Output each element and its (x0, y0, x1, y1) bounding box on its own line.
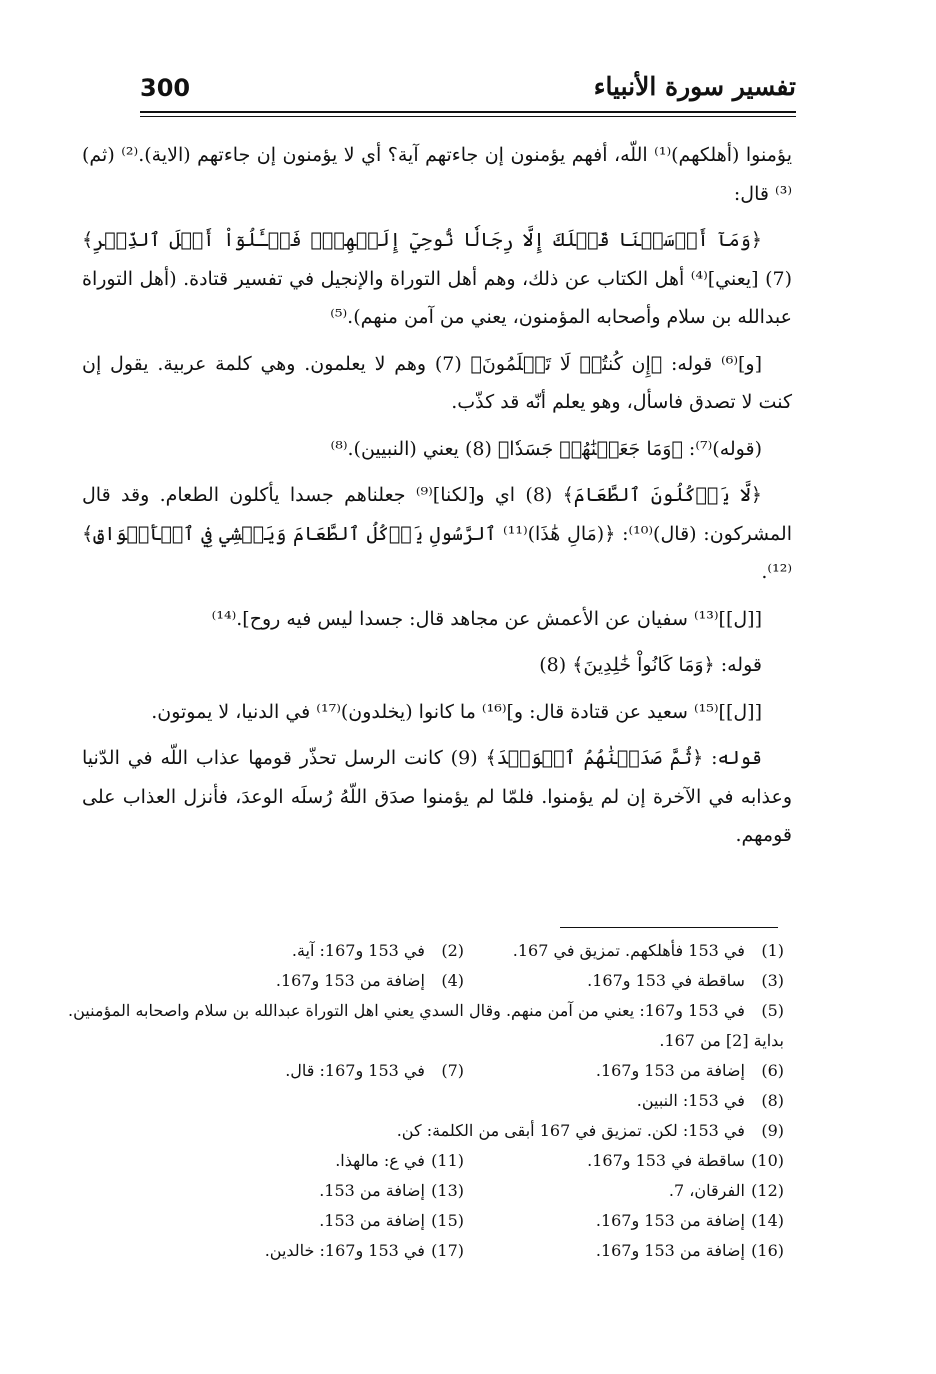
footnote-row (68, 1146, 784, 1176)
footnote-15 (144, 1206, 464, 1236)
footnote-row (68, 1086, 784, 1116)
paragraph-1: يؤمنوا (أهلكهم)⁽¹⁾ اللّه، أفهم يؤمنون إن جاءتهم آية؟ أي لا يؤمنون إن جاءتهم (الاية).⁽²⁾ (ثم)⁽³⁾ قال: (82, 144, 793, 205)
paragraph-3: [و]⁽⁶⁾ قوله: ﴿إِن كُنتُمۡ لَا تَعۡلَمُونَ﴾ (7) وهم لا يعلمون. وهي كلمة عربية. يقول إن كنت لا تصدق فاسأل، وهو يعلم أنّه قد كذّب. (82, 352, 792, 413)
footnote-text: في 153 و167: آية. (291, 941, 425, 960)
footnote-7 (144, 1056, 464, 1086)
main-text (82, 136, 792, 863)
paragraph-4: (قوله)⁽⁷⁾: ﴿وَمَا جَعَلۡنَٰهُمۡ جَسَدٗا﴾ (8) يعني (النبيين).⁽⁸⁾ (330, 437, 762, 460)
footnote-number: (8) (761, 1091, 784, 1110)
footnote-row (68, 1236, 784, 1266)
footnote-number: (17) (431, 1241, 464, 1260)
footnote-9 (68, 1116, 784, 1146)
footnote-3 (464, 966, 784, 996)
footnote-10 (464, 1146, 784, 1176)
footnote-text: الفرقان، 7. (668, 1181, 745, 1200)
footnote-17 (144, 1236, 464, 1266)
footnote-8 (68, 1086, 784, 1116)
footnote-text: في 153: لكن. تمزيق في 167 أبقى من الكلمة: كن. (396, 1121, 745, 1140)
footnote-number: (2) (441, 941, 464, 960)
footnote-number: (12) (751, 1181, 784, 1200)
footnote-16 (464, 1236, 784, 1266)
footnote-row (68, 936, 784, 966)
footnote-text: ساقطة في 153 و167. (587, 1151, 745, 1170)
footnote-row (68, 1116, 784, 1146)
header-rule-thin (140, 116, 796, 117)
paragraph-8: [[ل]]⁽¹⁵⁾ سعيد عن قتادة قال: و]⁽¹⁶⁾ ما كانوا (يخلدون)⁽¹⁷⁾ في الدنيا، لا يموتون. (151, 700, 762, 723)
footnote-row (68, 1176, 784, 1206)
footnote-13 (144, 1176, 464, 1206)
footnote-number: (9) (761, 1121, 784, 1140)
paragraph-2: ﴿وَمَآ أَرۡسَلۡنَا قَبۡلَكَ إِلَّا رِجَالٗا نُّوحِيٓ إِلَيۡهِمۡۖ فَسۡـَٔلُوٓاْ أَهۡلَ ٱلذِّكۡرِ﴾ (7) [يعني]⁽⁴⁾ أهل الكتاب عن ذلك، وهم أهل التوراة والإنجيل في تفسير قتادة. (أهل التوراة عبدالله بن سلام وأصحابه المؤمنون، يعني من آمن منهم).⁽⁵⁾ (82, 229, 793, 328)
footnote-4 (144, 966, 464, 996)
header-rule-thick (140, 111, 796, 113)
footnote-number: (16) (751, 1241, 784, 1260)
footnote-separator (560, 927, 778, 928)
paragraph-6: [[ل]]⁽¹³⁾ سفيان عن الأعمش عن مجاهد قال: جسدا ليس فيه روح].⁽¹⁴⁾ (211, 607, 762, 630)
footnote-text: إضافة من 153 و167. (275, 971, 425, 990)
footnote-number: (15) (431, 1211, 464, 1230)
footnote-text: إضافة من 153. (319, 1211, 425, 1230)
footnote-number: (13) (431, 1181, 464, 1200)
footnote-6 (464, 1056, 784, 1086)
page-header (88, 64, 796, 108)
footnote-number: (11) (431, 1151, 464, 1170)
footnote-row (68, 966, 784, 996)
footnote-12 (464, 1176, 784, 1206)
footnote-number: (1) (761, 941, 784, 960)
footnote-number: (14) (751, 1211, 784, 1230)
paragraph-7: قوله: ﴿وَمَا كَانُواْ خَٰلِدِينَ﴾ (8) (539, 654, 762, 676)
paragraph-9: قوله: ﴿ثُمَّ صَدَقۡنَٰهُمُ ٱلۡوَعۡدَ﴾ (9) كانت الرسل تحذّر قومها عذاب اللّه في الدّنيا وعذابه في الآخرة إن لم يؤمنوا. فلمّا لم يؤمنوا صدَق اللّهُ رُسلَه الوعدَ، فأنزل العذاب على قومهم. (82, 747, 792, 846)
page-number: 300 (140, 74, 191, 102)
footnote-text: في 153: النبين. (636, 1091, 745, 1110)
footnote-number: (4) (441, 971, 464, 990)
footnotes (68, 936, 784, 1266)
paragraph-5: ﴿لَّا يَأۡكُلُونَ ٱلطَّعَامَ﴾ (8) اي و[لكنا]⁽⁹⁾ جعلناهم جسدا يأكلون الطعام. وقد قال المشركون: (قال)⁽¹⁰⁾: ﴿(مَالِ هَٰذَا)⁽¹¹⁾ ٱلرَّسُولِ يَأۡكُلُ ٱلطَّعَامَ وَيَمۡشِي فِي ٱلۡأَسۡوَاقِ﴾⁽¹²⁾. (82, 484, 792, 583)
footnote-text: إضافة من 153 و167. (595, 1211, 745, 1230)
footnote-number: (7) (441, 1061, 464, 1080)
footnote-text: في 153 و167: يعني من آمن منهم. وقال السدي يعني اهل التوراة عبدالله بن سلام واصحابه المؤمنين. بداية [2] من 167. (68, 1001, 784, 1050)
running-title: تفسير سورة الأنبياء (593, 72, 796, 101)
footnote-row (68, 996, 784, 1056)
footnote-text: إضافة من 153 و167. (595, 1061, 745, 1080)
footnote-number: (6) (761, 1061, 784, 1080)
footnote-row (68, 1206, 784, 1236)
footnote-number: (10) (751, 1151, 784, 1170)
footnote-11 (144, 1146, 464, 1176)
footnote-text: في 153 فأهلكهم. تمزيق في 167. (512, 941, 745, 960)
footnote-row (68, 1056, 784, 1086)
footnote-text: في 153 و167: قال. (285, 1061, 425, 1080)
footnote-number: (3) (761, 971, 784, 990)
footnote-text: إضافة من 153 و167. (595, 1241, 745, 1260)
footnote-text: إضافة من 153. (319, 1181, 425, 1200)
footnote-number: (5) (761, 1001, 784, 1020)
footnote-2 (144, 936, 464, 966)
footnote-14 (464, 1206, 784, 1236)
footnote-text: في 153 و167: خالدين. (264, 1241, 425, 1260)
footnote-text: في ع: مالهذا. (335, 1151, 425, 1170)
footnote-5 (68, 996, 784, 1056)
footnote-1 (464, 936, 784, 966)
footnote-text: ساقطة في 153 و167. (587, 971, 745, 990)
